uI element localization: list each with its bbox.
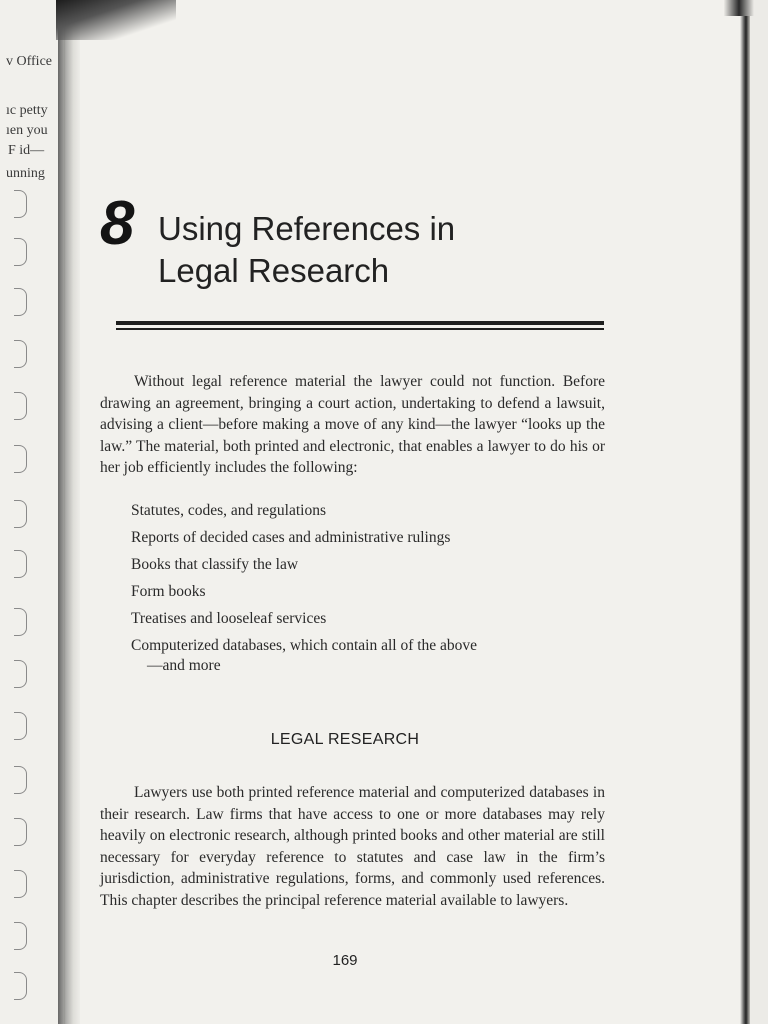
binding-ring-icon	[14, 392, 27, 420]
list-item-continuation: —and more	[147, 657, 221, 674]
previous-page-edge	[0, 0, 65, 1024]
page-corner-shadow	[56, 0, 176, 40]
reference-list	[131, 501, 478, 674]
book-spine-shadow	[58, 0, 80, 1024]
previous-page-text: ıc petty	[6, 103, 48, 118]
previous-page-text: unning	[6, 166, 45, 181]
binding-ring-icon	[14, 712, 27, 740]
page-number: 169	[332, 952, 358, 969]
section-heading: LEGAL RESEARCH	[270, 731, 420, 748]
binding-ring-icon	[14, 608, 27, 636]
list-item: Treatises and looseleaf services	[131, 610, 327, 627]
previous-page-text: ıen you	[6, 123, 48, 138]
binding-ring-icon	[14, 870, 27, 898]
list-item-text: Computerized databases, which contain all of the above	[131, 637, 478, 654]
binding-ring-icon	[14, 190, 27, 218]
previous-page-text: F id—	[8, 143, 45, 158]
binding-ring-icon	[14, 288, 27, 316]
background	[750, 0, 768, 1024]
chapter-title	[158, 208, 455, 292]
binding-ring-icon	[14, 922, 27, 950]
chapter-rule	[116, 328, 604, 330]
list-item: Form books	[131, 583, 206, 600]
binding-ring-icon	[14, 550, 27, 578]
section-paragraph-text: Lawyers use both printed reference material and computerized databases in their research. Law firms that have access to one or more databases may rely heavily on electronic research, although printed books and other material are still necessary for everyday reference to statutes and case law in the firm’s jurisdiction, administrative regulations, forms, and commonly used references. This chapter describes the principal reference material available to lawyers.	[100, 784, 605, 909]
binding-ring-icon	[14, 766, 27, 794]
list-item: Books that classify the law	[131, 556, 299, 573]
binding-ring-icon	[14, 500, 27, 528]
list-item: Reports of decided cases and administrative rulings	[131, 529, 451, 546]
binding-ring-icon	[14, 660, 27, 688]
chapter-title-line: Legal Research	[158, 252, 390, 289]
page-corner-shadow	[724, 0, 754, 16]
binding-ring-icon	[14, 818, 27, 846]
previous-page-text: v Office	[6, 54, 52, 69]
list-item	[131, 636, 478, 674]
intro-paragraph	[100, 371, 605, 479]
binding-ring-icon	[14, 340, 27, 368]
intro-paragraph-text: Without legal reference material the lawyer could not function. Before drawing an agreement, bringing a court action, undertaking to defend a lawsuit, advising a client—before making a move of any kind—the lawyer “looks up the law.” The material, both printed and electronic, that enables a lawyer to do his or her job efficiently includes the following:	[100, 373, 605, 476]
chapter-title-line: Using References in	[158, 210, 456, 247]
chapter-number: 8	[100, 189, 133, 258]
binding-ring-icon	[14, 972, 27, 1000]
chapter-rule	[116, 321, 604, 325]
page-right-edge	[740, 0, 750, 1024]
binding-ring-icon	[14, 238, 27, 266]
binding-ring-icon	[14, 445, 27, 473]
section-paragraph	[100, 782, 605, 911]
list-item: Statutes, codes, and regulations	[131, 502, 326, 519]
